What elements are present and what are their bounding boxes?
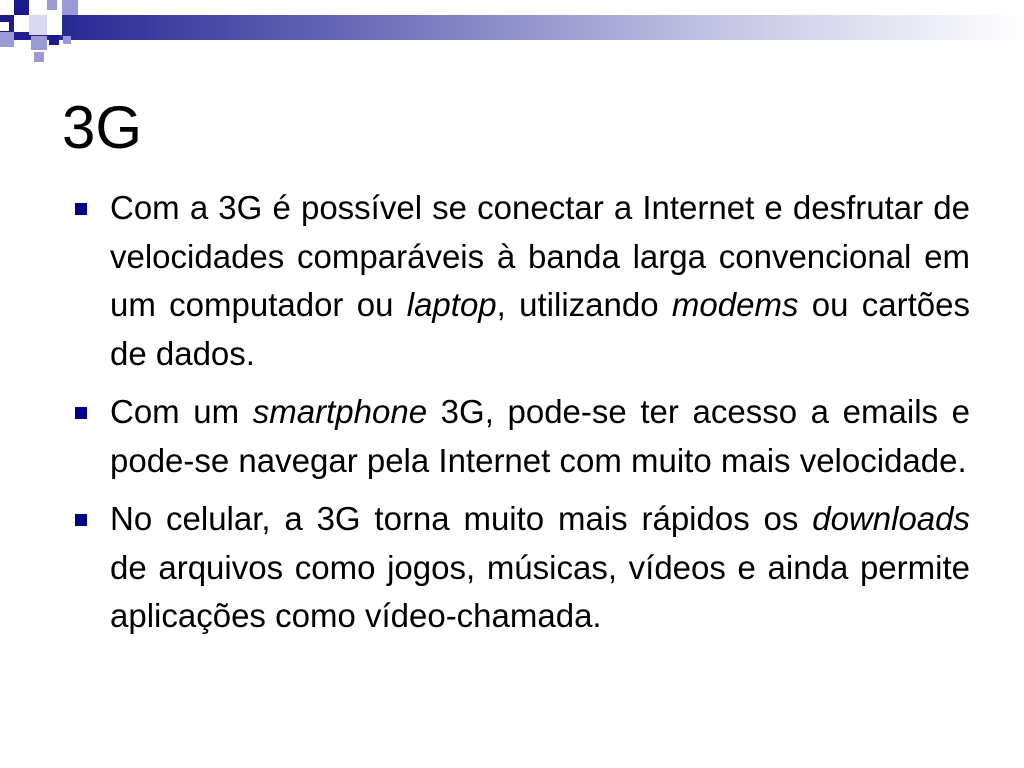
bullet-text: Com a 3G é possível se conectar a Internet e desfrutar de velocidades comparáveis à banda larga convencional em um computador ou laptop, utilizando modems ou cartões de dados. [110, 189, 970, 372]
deco-square [31, 36, 47, 50]
bullet-list [70, 184, 970, 651]
bullet-item [70, 495, 970, 641]
square-bullet-icon [75, 203, 87, 215]
deco-square [47, 0, 57, 10]
bullet-text: Com um smartphone 3G, pode-se ter acesso a emails e pode-se navegar pela Internet com muito mais velocidade. [110, 393, 971, 479]
deco-square [47, 15, 62, 35]
deco-square [62, 0, 78, 15]
italic-term: smartphone [252, 393, 428, 430]
deco-square [0, 32, 14, 47]
deco-square [0, 0, 14, 14]
deco-square [14, 15, 29, 32]
italic-term: downloads [812, 500, 970, 537]
header-decoration [0, 0, 1024, 70]
deco-square [0, 22, 9, 31]
bullet-text: No celular, a 3G torna muito mais rápidos os downloads de arquivos como jogos, músicas, vídeos e ainda permite aplicações como vídeo-chamada. [110, 500, 970, 634]
header-gradient-band [0, 15, 1024, 40]
deco-square [29, 15, 47, 35]
deco-square [49, 35, 59, 45]
italic-term: modems [671, 286, 799, 323]
deco-square [34, 52, 44, 62]
square-bullet-icon [75, 514, 87, 526]
italic-term: laptop [406, 286, 497, 323]
deco-square [29, 0, 47, 15]
square-bullet-icon [75, 407, 87, 419]
deco-square [63, 36, 71, 44]
deco-square [14, 0, 29, 15]
bullet-item [70, 388, 970, 485]
bullet-item [70, 184, 970, 378]
slide-title: 3G [62, 94, 143, 161]
